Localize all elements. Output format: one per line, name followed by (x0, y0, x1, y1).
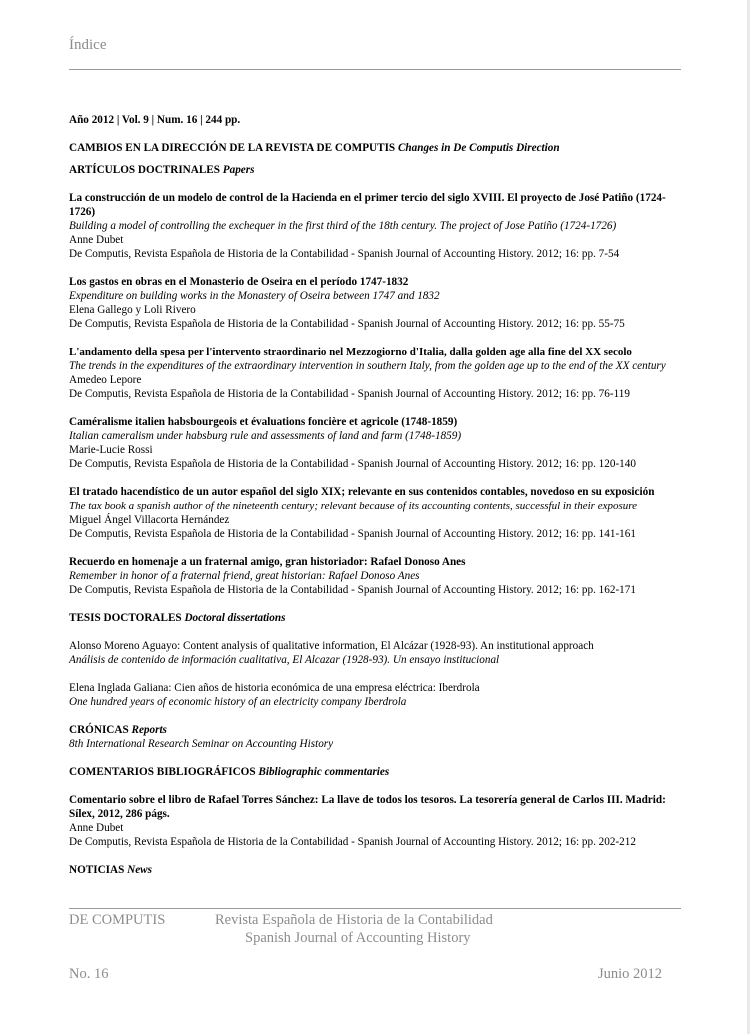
review-citation: De Computis, Revista Española de Historia de la Contabilidad - Spanish Journal of Accounting History. 2012; 16: pp. 202-212 (69, 836, 636, 848)
section-cambios (69, 141, 681, 155)
article-title[interactable]: La construcción de un modelo de control de la Hacienda en el primer tercio del siglo XVIII. El proyecto de José Patiño (1724-1726) (69, 192, 666, 218)
review-authors: Anne Dubet (69, 822, 124, 834)
article-translation: Remember in honor of a fraternal friend, great historian: Rafael Donoso Anes (69, 570, 420, 582)
report-item[interactable]: 8th International Research Seminar on Accounting History (69, 738, 334, 750)
review-title[interactable]: Comentario sobre el libro de Rafael Torres Sánchez: La llave de todos los tesoros. La tesorería general de Carlos III. Madrid: Sílex, 2012, 286 págs. (69, 794, 666, 820)
section-tesis (69, 611, 681, 625)
article-authors: Marie-Lucie Rossi (69, 444, 153, 456)
article-citation: De Computis, Revista Española de Historia de la Contabilidad - Spanish Journal of Accounting History. 2012; 16: pp. 7-54 (69, 248, 620, 260)
section-title: CAMBIOS EN LA DIRECCIÓN DE LA REVISTA DE COMPUTIS (69, 142, 396, 154)
footer-date: Junio 2012 (598, 966, 663, 982)
thesis-entry (69, 681, 681, 709)
section-title: COMENTARIOS BIBLIOGRÁFICOS (69, 766, 256, 778)
section-subtitle: Papers (222, 164, 255, 176)
table-of-contents (69, 113, 681, 891)
article-entry (69, 485, 681, 541)
section-subtitle: Bibliographic commentaries (258, 766, 390, 778)
section-subtitle: News (127, 864, 153, 876)
section-title: ARTÍCULOS DOCTRINALES (69, 164, 220, 176)
article-entry (69, 345, 681, 401)
article-entry (69, 415, 681, 471)
article-translation: The trends in the expenditures of the extraordinary intervention in southern Italy, from the golden age up to the end of the XX century (69, 360, 666, 372)
thesis-entry (69, 639, 681, 667)
article-title[interactable]: Recuerdo en homenaje a un fraternal amigo, gran historiador: Rafael Donoso Anes (69, 556, 466, 568)
thesis-line[interactable]: Alonso Moreno Aguayo: Content analysis of qualitative information, El Alcázar (1928-93). An institutional approach (69, 640, 594, 652)
article-translation: The tax book a spanish author of the nineteenth century; relevant because of its accounting contents, successful in their exposure (69, 500, 638, 512)
article-translation: Building a model of controlling the exchequer in the first third of the 18th century. The project of Jose Patiño (1724-1726) (69, 220, 617, 232)
section-title: CRÓNICAS (69, 724, 129, 736)
section-cronicas (69, 723, 681, 737)
section-title: TESIS DOCTORALES (69, 612, 182, 624)
footer-journal: DE COMPUTIS (69, 912, 166, 928)
review-entry (69, 793, 681, 849)
section-subtitle: Reports (131, 724, 167, 736)
article-title[interactable]: El tratado hacendístico de un autor español del siglo XIX; relevante en sus contenidos contables, novedoso en su exposición (69, 486, 655, 498)
thesis-translation: Análisis de contenido de información cualitativa, El Alcazar (1928-93). Un ensayo institucional (69, 654, 500, 666)
article-authors: Amedeo Lepore (69, 374, 142, 386)
section-title: NOTICIAS (69, 864, 125, 876)
section-subtitle: Changes in De Computis Direction (397, 142, 560, 154)
section-articulos (69, 163, 681, 177)
article-citation: De Computis, Revista Española de Historia de la Contabilidad - Spanish Journal of Accounting History. 2012; 16: pp. 141-161 (69, 528, 636, 540)
footer-number: No. 16 (69, 966, 109, 982)
article-title[interactable]: Caméralisme italien habsbourgeois et évaluations foncière et agricole (1748-1859) (69, 416, 458, 428)
article-entry (69, 275, 681, 331)
article-translation: Italian cameralism under habsburg rule and assessments of land and farm (1748-1859) (69, 430, 462, 442)
article-translation: Expenditure on building works in the Monastery of Oseira between 1747 and 1832 (69, 290, 440, 302)
section-comentarios (69, 765, 681, 779)
article-citation: De Computis, Revista Española de Historia de la Contabilidad - Spanish Journal of Accounting History. 2012; 16: pp. 76-119 (69, 388, 630, 400)
article-entry (69, 191, 681, 261)
article-authors: Anne Dubet (69, 234, 124, 246)
footer-name-en: Spanish Journal of Accounting History (245, 930, 471, 946)
thesis-line[interactable]: Elena Inglada Galiana: Cien años de historia económica de una empresa eléctrica: Iberdrola (69, 682, 480, 694)
article-citation: De Computis, Revista Española de Historia de la Contabilidad - Spanish Journal of Accounting History. 2012; 16: pp. 55-75 (69, 318, 625, 330)
thesis-translation: One hundred years of economic history of an electricity company Iberdrola (69, 696, 407, 708)
footer-name-es: Revista Española de Historia de la Contabilidad (215, 912, 493, 928)
section-subtitle: Doctoral dissertations (184, 612, 286, 624)
section-noticias (69, 863, 681, 877)
page-title: Índice (69, 37, 107, 53)
article-authors: Miguel Ángel Villacorta Hernández (69, 514, 230, 526)
footer-divider (69, 908, 681, 909)
header-divider (69, 69, 681, 70)
article-citation: De Computis, Revista Española de Historia de la Contabilidad - Spanish Journal of Accounting History. 2012; 16: pp. 162-171 (69, 584, 636, 596)
article-title[interactable]: L'andamento della spesa per l'intervento straordinario nel Mezzogiorno d'Italia, dalla golden age alla fine del XX secolo (69, 346, 632, 358)
article-citation: De Computis, Revista Española de Historia de la Contabilidad - Spanish Journal of Accounting History. 2012; 16: pp. 120-140 (69, 458, 636, 470)
article-entry (69, 555, 681, 597)
issue-info: Año 2012 | Vol. 9 | Num. 16 | 244 pp. (69, 114, 241, 126)
article-title[interactable]: Los gastos en obras en el Monasterio de Oseira en el período 1747-1832 (69, 276, 409, 288)
article-authors: Elena Gallego y Loli Rivero (69, 304, 196, 316)
